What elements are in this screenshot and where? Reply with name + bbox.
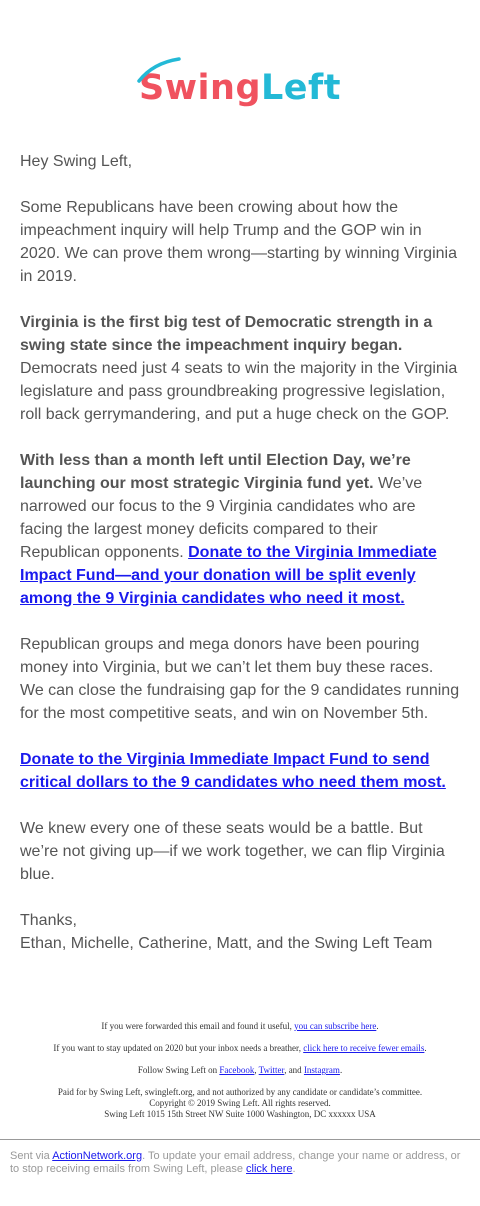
footer-divider <box>0 1139 480 1140</box>
email-body <box>20 150 460 955</box>
sent-via-text: Sent via <box>10 1150 53 1162</box>
period-text: . <box>292 1163 296 1175</box>
email-footer <box>0 1021 480 1120</box>
footer-and-text: , and <box>284 1065 304 1075</box>
footer-forwarded: If you were forwarded this email and found it useful, you can subscribe here. <box>101 1021 379 1031</box>
subscribe-link[interactable]: you can subscribe here <box>294 1021 377 1031</box>
logo-wordmark <box>138 67 341 108</box>
paragraph-3-bold: With less than a month left until Election Day, we’re launching our most strategic Virginia fund yet. <box>20 452 411 492</box>
paid-for-text: Paid for by Swing Left, swingleft.org, and not authorized by any candidate or candidate’s committee. <box>57 1087 423 1097</box>
update-email-text: . To update your email address, change your name or address, or to stop receiving emails from Swing Left, please <box>10 1150 461 1175</box>
swing-left-logo <box>0 58 480 118</box>
fewer-emails-link[interactable]: click here to receive fewer emails <box>303 1043 425 1053</box>
facebook-link[interactable]: Facebook <box>219 1065 255 1075</box>
actionnetwork-footer <box>10 1150 470 1176</box>
paragraph-3-rest: We’ve narrowed our focus to the 9 Virginia candidates who are facing the largest money deficits compared to their Republican opponents. <box>20 475 423 561</box>
footer-forwarded-text: If you were forwarded this email and found it useful, <box>101 1021 295 1031</box>
instagram-link[interactable]: Instagram <box>303 1065 340 1075</box>
paragraph-6: We knew every one of these seats would be a battle. But we’re not giving up—if we work together, we can flip Virginia blue. <box>20 820 445 883</box>
twitter-link[interactable]: Twitter <box>258 1065 285 1075</box>
footer-legal <box>0 1087 480 1120</box>
logo-left-text: Left <box>261 67 341 108</box>
logo-swing-text: Swing <box>138 67 261 108</box>
unsubscribe-link[interactable]: click here <box>246 1163 293 1175</box>
footer-fewer-text: If you want to stay updated on 2020 but your inbox needs a breather, <box>53 1043 304 1053</box>
footer-fewer: If you want to stay updated on 2020 but your inbox needs a breather, click here to receive fewer emails. <box>53 1043 427 1053</box>
paragraph-2-rest: Democrats need just 4 seats to win the majority in the Virginia legislature and pass groundbreaking progressive legislation, roll back gerrymandering, and put a huge check on the GOP. <box>20 360 458 423</box>
paragraph-3 <box>20 449 460 610</box>
donate-link-1[interactable]: Donate to the Virginia Immediate Impact Fund—and your donation will be split evenly among the 9 Virginia candidates who need it most. <box>20 544 437 607</box>
signoff: Thanks, <box>20 912 77 929</box>
paragraph-2-bold: Virginia is the first big test of Democratic strength in a swing state since the impeachment inquiry began. <box>20 314 433 354</box>
footer-follow-text: Follow Swing Left on <box>137 1065 220 1075</box>
paragraph-2 <box>20 311 460 426</box>
actionnetwork-link[interactable]: ActionNetwork.org <box>52 1150 143 1162</box>
paragraph-1: Some Republicans have been crowing about how the impeachment inquiry will help Trump and the GOP win in 2020. We can prove them wrong—starting by winning Virginia in 2019. <box>20 199 457 285</box>
address-text: Swing Left 1015 15th Street NW Suite 1000 Washington, DC xxxxxx USA <box>104 1109 376 1119</box>
logo-arc-icon <box>135 57 195 83</box>
paragraph-4: Republican groups and mega donors have been pouring money into Virginia, but we can’t let them buy these races. We can close the fundraising gap for the 9 candidates running for the most competitive seats, and win on November 5th. <box>20 636 460 722</box>
greeting: Hey Swing Left, <box>20 153 133 170</box>
signoff-block <box>20 909 460 955</box>
footer-follow: Follow Swing Left on Facebook, Twitter, and Instagram. <box>137 1065 343 1075</box>
copyright-text: Copyright © 2019 Swing Left. All rights reserved. <box>149 1098 331 1108</box>
paragraph-5 <box>20 748 460 794</box>
signature: Ethan, Michelle, Catherine, Matt, and the Swing Left Team <box>20 935 433 952</box>
donate-link-2[interactable]: Donate to the Virginia Immediate Impact Fund to send critical dollars to the 9 candidates who need them most. <box>20 751 446 791</box>
